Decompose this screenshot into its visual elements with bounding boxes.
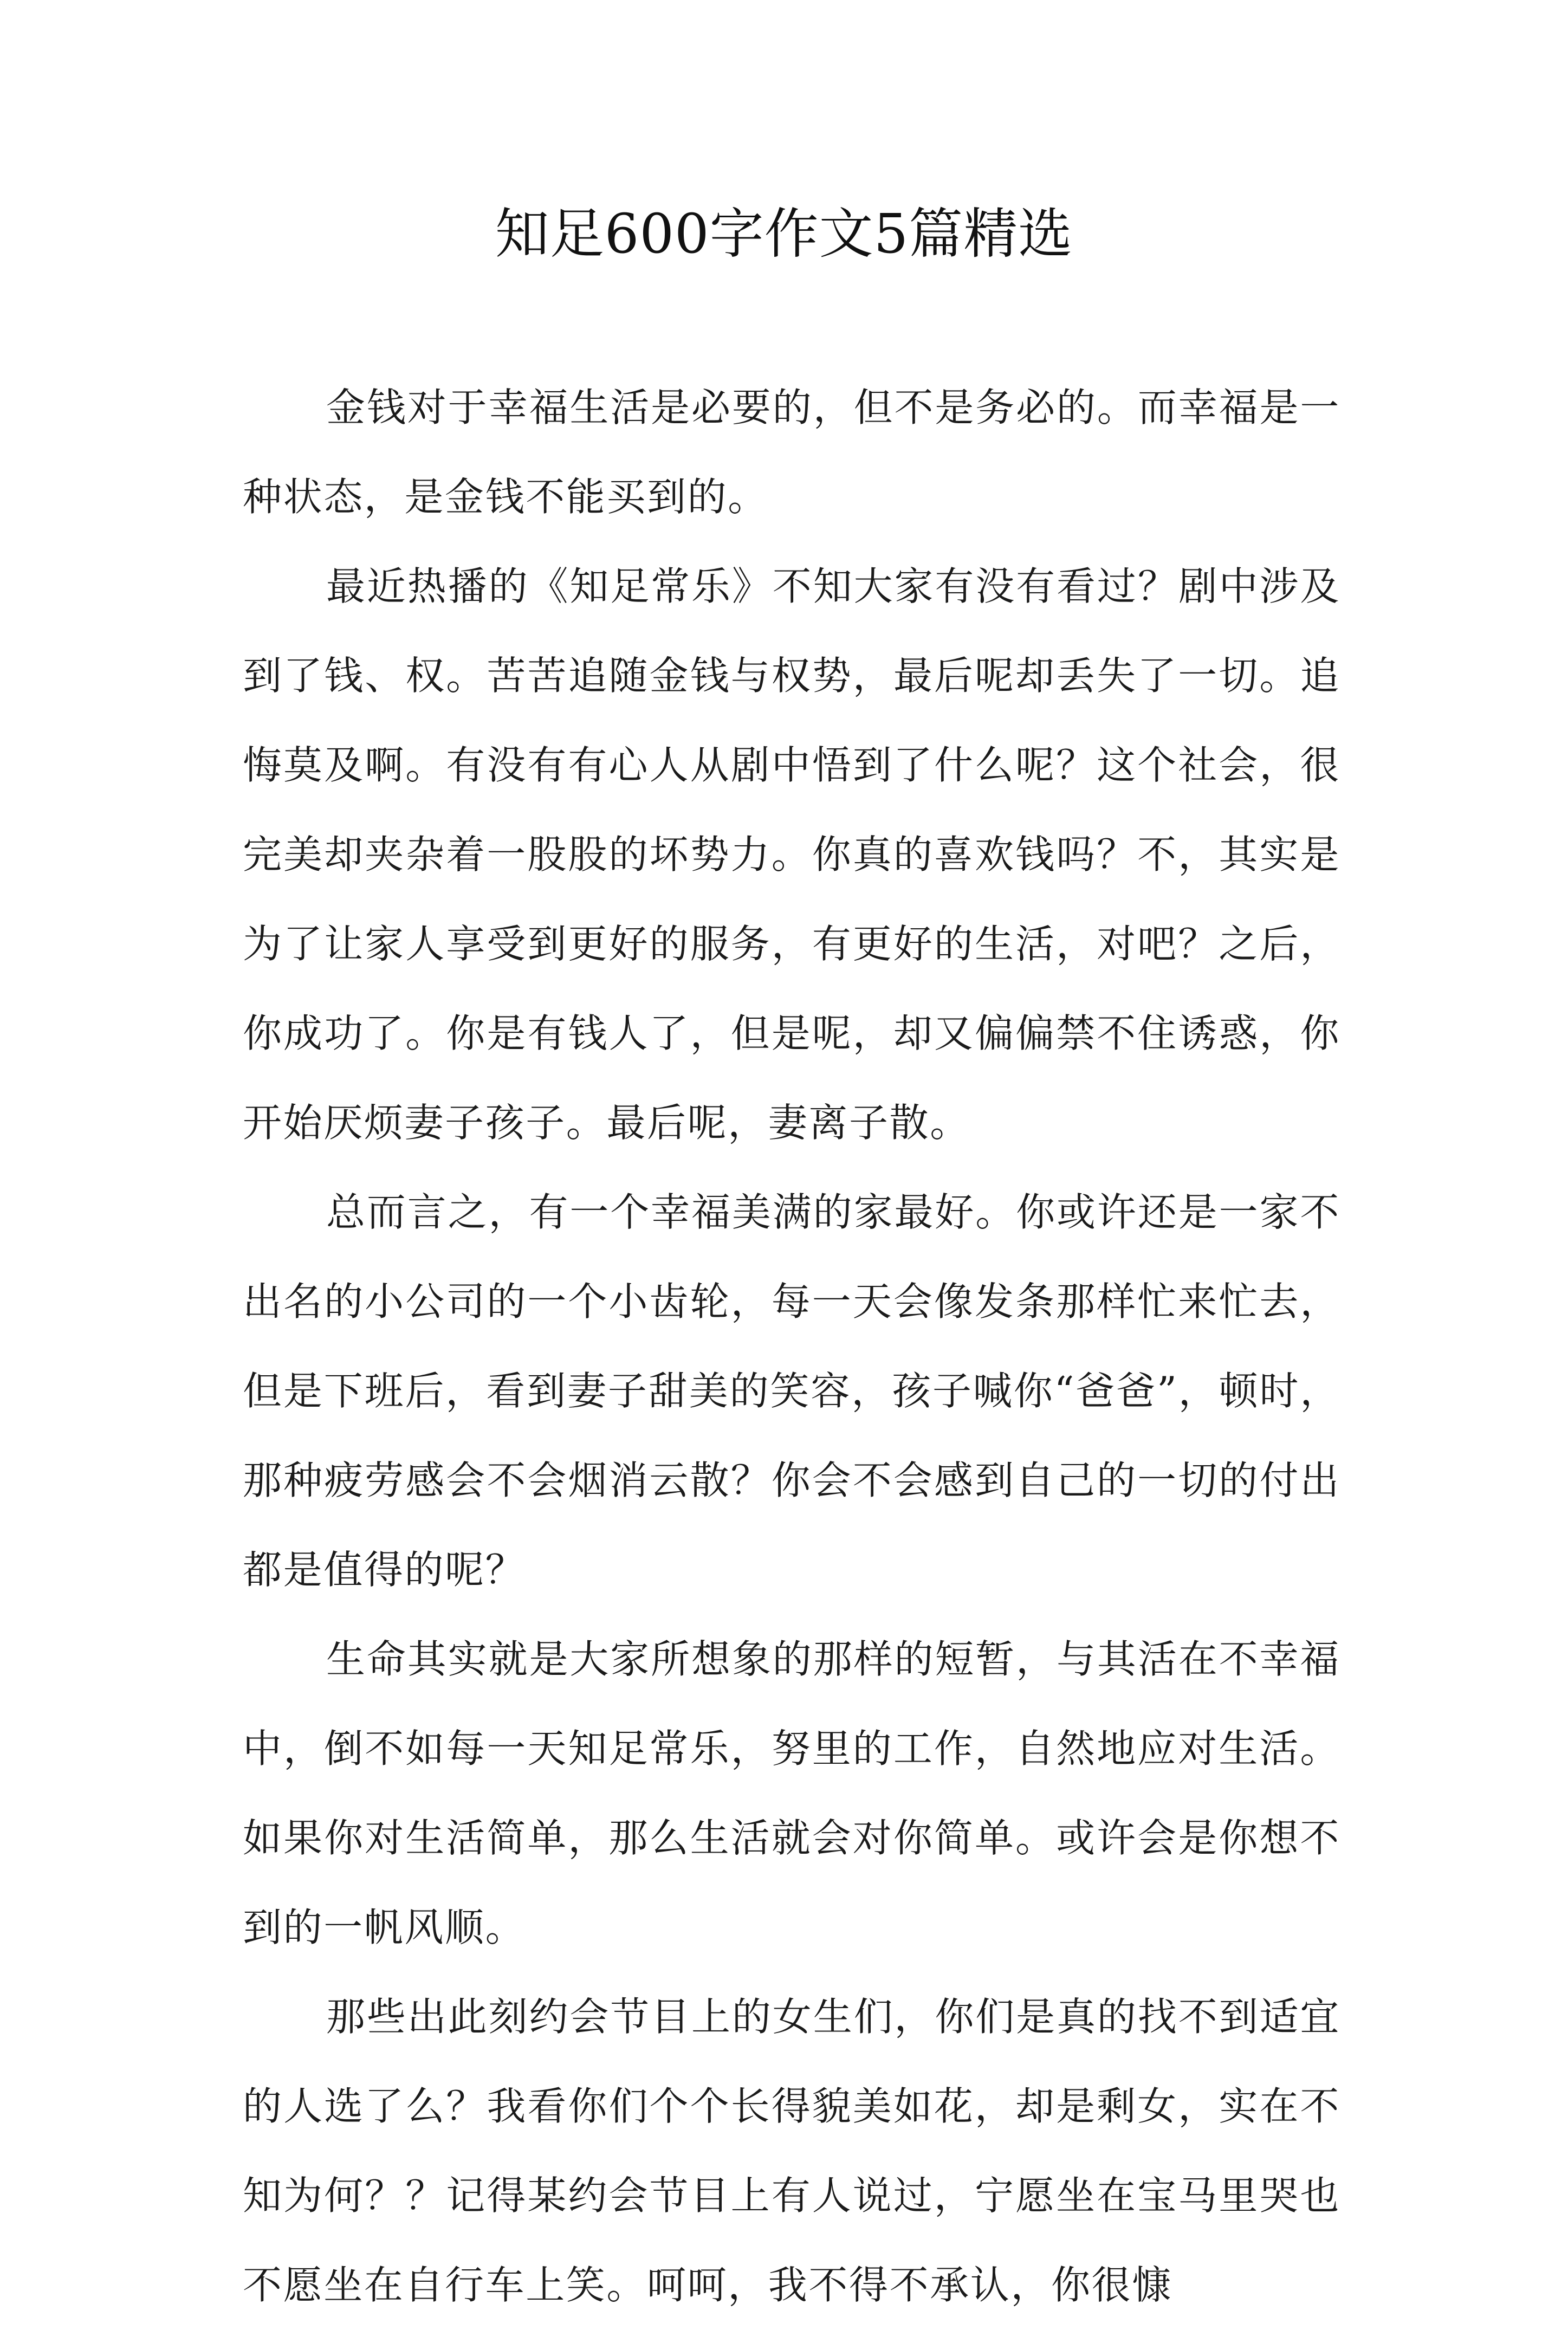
- paragraph-2: 最近热播的《知足常乐》不知大家有没有看过？剧中涉及到了钱、权。苦苦追随金钱与权势，最后呢却丢失了一切。追悔莫及啊。有没有有心人从剧中悟到了什么呢？这个社会，很完美却夹杂着一股股的坏势力。你真的喜欢钱吗？不，其实是为了让家人享受到更好的服务，有更好的生活，对吧？之后，你成功了。你是有钱人了，但是呢，却又偏偏禁不住诱惑，你开始厌烦妻子孩子。最后呢，妻离子散。: [243, 564, 1340, 1145]
- page-title: 知足600字作文5篇精选: [495, 202, 1073, 266]
- paragraph-1: 金钱对于幸福生活是必要的，但不是务必的。而幸福是一种状态，是金钱不能买到的。: [243, 385, 1340, 520]
- document-body: [243, 363, 1340, 2330]
- paragraph-3: 总而言之，有一个幸福美满的家最好。你或许还是一家不出名的小公司的一个小齿轮，每一天会像发条那样忙来忙去，但是下班后，看到妻子甜美的笑容，孩子喊你“爸爸”，顿时，那种疲劳感会不会烟消云散？你会不会感到自己的一切的付出都是值得的呢？: [243, 1189, 1340, 1593]
- paragraph-4: 生命其实就是大家所想象的那样的短暂，与其活在不幸福中，倒不如每一天知足常乐，努里的工作，自然地应对生活。如果你对生活简单，那么生活就会对你简单。或许会是你想不到的一帆风顺。: [243, 1636, 1340, 1950]
- paragraph-5: 那些出此刻约会节目上的女生们，你们是真的找不到适宜的人选了么？我看你们个个长得貌美如花，却是剩女，实在不知为何？？记得某约会节目上有人说过，宁愿坐在宝马里哭也不愿坐在自行车上笑。呵呵，我不得不承认，你很慷: [243, 1994, 1340, 2308]
